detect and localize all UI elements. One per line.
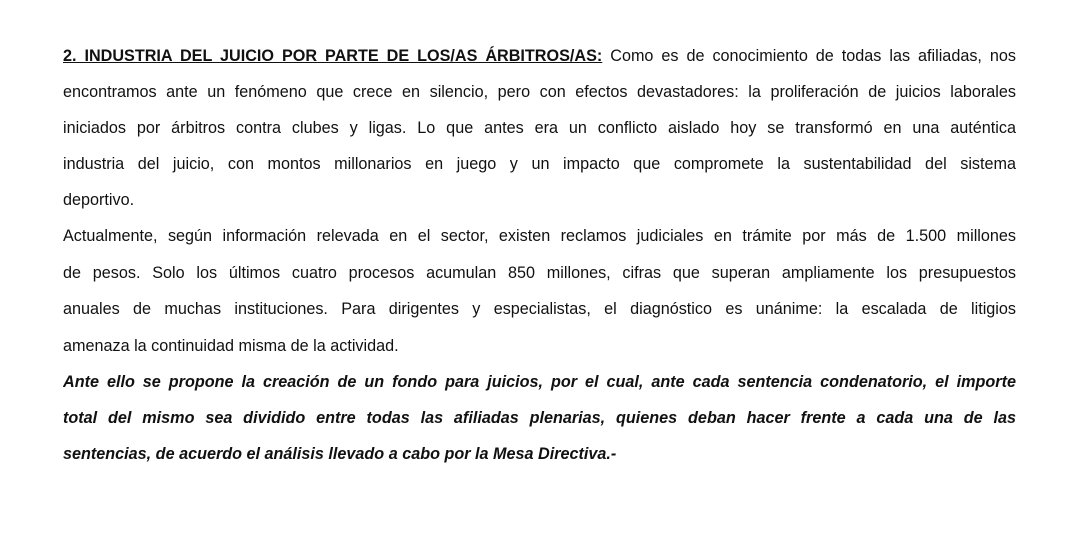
paragraph-line: iniciados por árbitros contra clubes y ligas. Lo que antes era un conflicto aislado hoy se transformó en una auténtica [63, 119, 1016, 137]
paragraph-line: industria del juicio, con montos millonarios en juego y un impacto que compromete la sustentabilidad del sistema [63, 155, 1016, 173]
document-page [63, 38, 1016, 472]
paragraph-line [63, 38, 1016, 74]
paragraph-line: anuales de muchas instituciones. Para dirigentes y especialistas, el diagnóstico es unánime: la escalada de litigios [63, 300, 1016, 318]
paragraph-line: sentencias, de acuerdo el análisis llevado a cabo por la Mesa Directiva.- [63, 445, 617, 463]
paragraph-text: Como es de conocimiento de todas las afiliadas, nos [610, 47, 1016, 65]
paragraph-line: amenaza la continuidad misma de la actividad. [63, 336, 399, 355]
paragraph-industria-del-juicio [63, 38, 1016, 218]
paragraph-line: deportivo. [63, 191, 135, 209]
paragraph-line: total del mismo sea dividido entre todas las afiliadas plenarias, quienes deban hacer frente a cada una de las [63, 409, 1016, 427]
paragraph-line: Actualmente, según información relevada en el sector, existen reclamos judiciales en trámite por más de 1.500 millones [63, 227, 1016, 245]
paragraph-reclamos-judiciales [63, 218, 1016, 364]
paragraph-line: encontramos ante un fenómeno que crece en silencio, pero con efectos devastadores: la proliferación de juicios laborales [63, 83, 1016, 101]
paragraph-propuesta-fondo [63, 364, 1016, 472]
section-heading: 2. INDUSTRIA DEL JUICIO POR PARTE DE LOS/AS ÁRBITROS/AS: [63, 47, 603, 65]
paragraph-line: Ante ello se propone la creación de un fondo para juicios, por el cual, ante cada sentencia condenatorio, el importe [63, 373, 1016, 391]
paragraph-line: de pesos. Solo los últimos cuatro procesos acumulan 850 millones, cifras que superan ampliamente los presupuestos [63, 263, 1016, 282]
